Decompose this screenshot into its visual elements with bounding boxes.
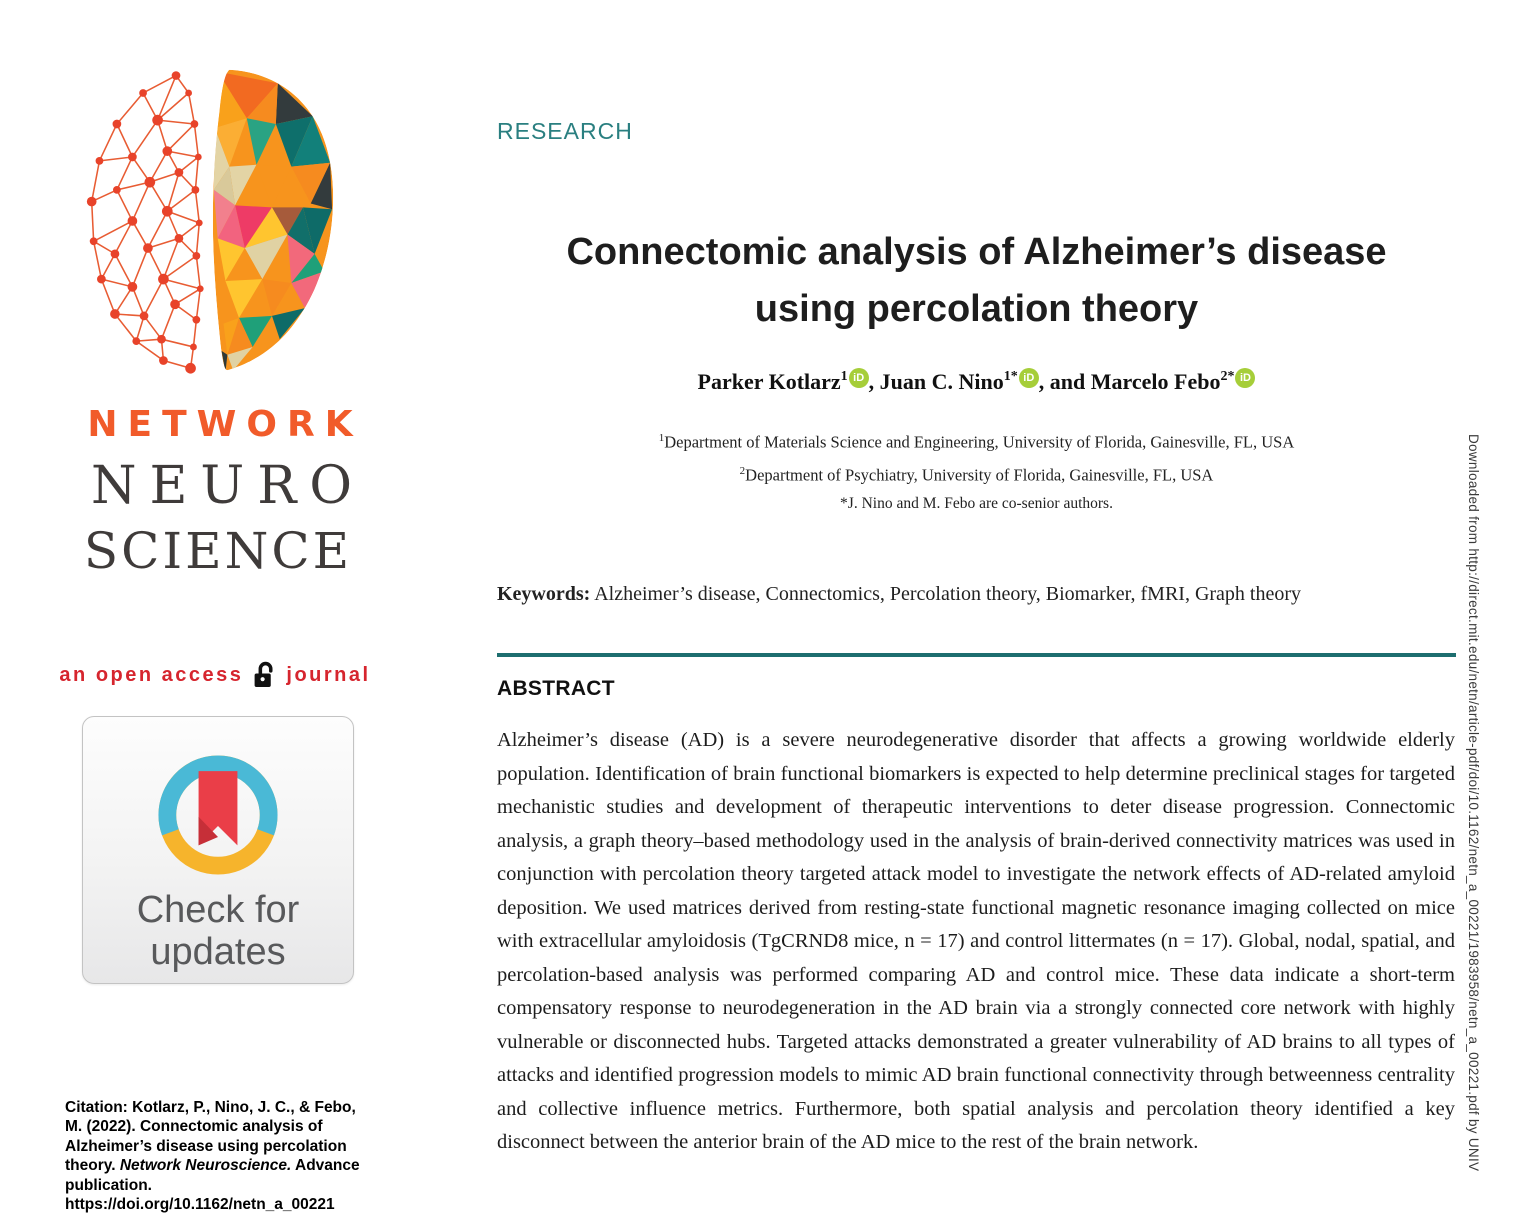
article-title-line1: Connectomic analysis of Alzheimer’s disease — [566, 231, 1387, 273]
open-lock-icon — [252, 660, 277, 690]
orcid-icon[interactable] — [849, 368, 869, 388]
section-divider-rule — [497, 653, 1456, 657]
orcid-icon[interactable] — [1019, 368, 1039, 388]
affiliation-text: Department of Psychiatry, University of Florida, Gainesville, FL, USA — [745, 465, 1214, 485]
orcid-icon-label: iD — [1023, 372, 1035, 384]
check-for-updates-badge[interactable] — [82, 716, 354, 984]
author-affil-sup: 2* — [1220, 368, 1235, 384]
keywords-label: Keywords: — [497, 583, 591, 605]
article-title-line2: using percolation theory — [754, 288, 1199, 330]
article-title — [497, 224, 1456, 338]
author-name: Parker Kotlarz — [697, 369, 841, 394]
journal-sidebar — [0, 0, 430, 1219]
brain-network-mesh — [92, 76, 201, 369]
brain-logo — [82, 60, 334, 378]
author-affil-sup: 1* — [1003, 368, 1018, 384]
download-watermark: Downloaded from http://direct.mit.edu/netn/article-pdf/doi/10.1162/netn_a_00221/1983958/netn_a_00221.pdf by UNIV — [1466, 434, 1481, 1172]
affiliation-text: Department of Materials Science and Engineering, University of Florida, Gainesville, FL, USA — [664, 432, 1295, 452]
orcid-icon[interactable] — [1235, 368, 1255, 388]
research-section-label: RESEARCH — [497, 118, 633, 144]
badge-label — [83, 889, 353, 973]
article-main-column — [497, 0, 1456, 1219]
citation-doi: Advance publication. https://doi.org/10.1162/netn_a_00221 — [65, 1157, 360, 1213]
keywords-line — [497, 583, 1456, 606]
keywords-list: Alzheimer’s disease, Connectomics, Percolation theory, Biomarker, fMRI, Graph theory — [594, 583, 1302, 605]
journal-wordmark-science: SCIENCE — [83, 522, 353, 580]
author-name: Juan C. Nino — [879, 369, 1004, 394]
co-senior-author-note: *J. Nino and M. Febo are co-senior authors. — [840, 495, 1113, 512]
brain-polygon-half — [213, 70, 333, 372]
citation-journal-name: Network Neuroscience. — [119, 1157, 292, 1174]
journal-wordmark-network: NETWORK — [87, 404, 363, 445]
abstract-heading: ABSTRACT — [497, 677, 615, 700]
affiliation-sup: 2 — [739, 465, 746, 477]
brain-network-nodes — [87, 71, 204, 373]
author-separator: , — [868, 369, 880, 394]
tagline-text-left: an open access — [59, 663, 244, 686]
affiliation-line — [497, 457, 1456, 490]
affiliation-line — [497, 424, 1456, 457]
author-affil-sup: 1 — [840, 368, 848, 384]
badge-label-line2: updates — [150, 931, 286, 973]
citation-block — [65, 1098, 377, 1215]
orcid-icon-label: iD — [1239, 372, 1251, 384]
affiliations-block — [497, 424, 1456, 519]
tagline-text-right: journal — [286, 663, 371, 686]
badge-label-line1: Check for — [136, 889, 300, 931]
author-separator: , and — [1038, 369, 1091, 394]
author-name: Marcelo Febo — [1090, 369, 1221, 394]
citation-body: Kotlarz, P., Nino, J. C., & Febo, M. (2022). Connectomic analysis of Alzheimer’s disease using percolation theory. — [65, 1098, 356, 1174]
crossmark-icon — [142, 739, 294, 891]
citation-label: Citation: — [65, 1098, 128, 1116]
affiliation-sup: 1 — [658, 432, 665, 444]
orcid-icon-label: iD — [853, 372, 865, 384]
open-access-tagline — [55, 660, 375, 690]
journal-wordmark-neuro: NEURO — [90, 456, 366, 516]
abstract-text: Alzheimer’s disease (AD) is a severe neurodegenerative disorder that affects a growing worldwide elderly population. Identification of brain functional biomarkers is expected to help determine preclinical stages for targeted mechanistic studies and development of therapeutic interventions to deter disease progression. Connectomic analysis, a graph theory–based methodology used in the analysis of brain-derived connectivity matrices was used in conjunction with percolation theory targeted attack model to investigate the network effects of AD-related amyloid deposition. We used matrices derived from resting-state functional magnetic resonance imaging collected on mice with extracellular amyloidosis (TgCRND8 mice, n = 17) and control littermates (n = 17). Global, nodal, spatial, and percolation-based analysis was performed comparing AD and control mice. These data indicate a short-term compensatory response to neurodegeneration in the AD brain via a strongly connected core network with highly vulnerable or disconnected hubs. Targeted attacks demonstrated a greater vulnerability of AD brains to all types of attacks and identified progression models to mimic AD brain functional connectivity through betweenness centrality and collective influence metrics. Furthermore, both spatial analysis and percolation theory identified a key disconnect between the anterior brain of the AD mice to the rest of the brain network. — [497, 729, 1455, 1153]
author-line — [497, 368, 1456, 395]
